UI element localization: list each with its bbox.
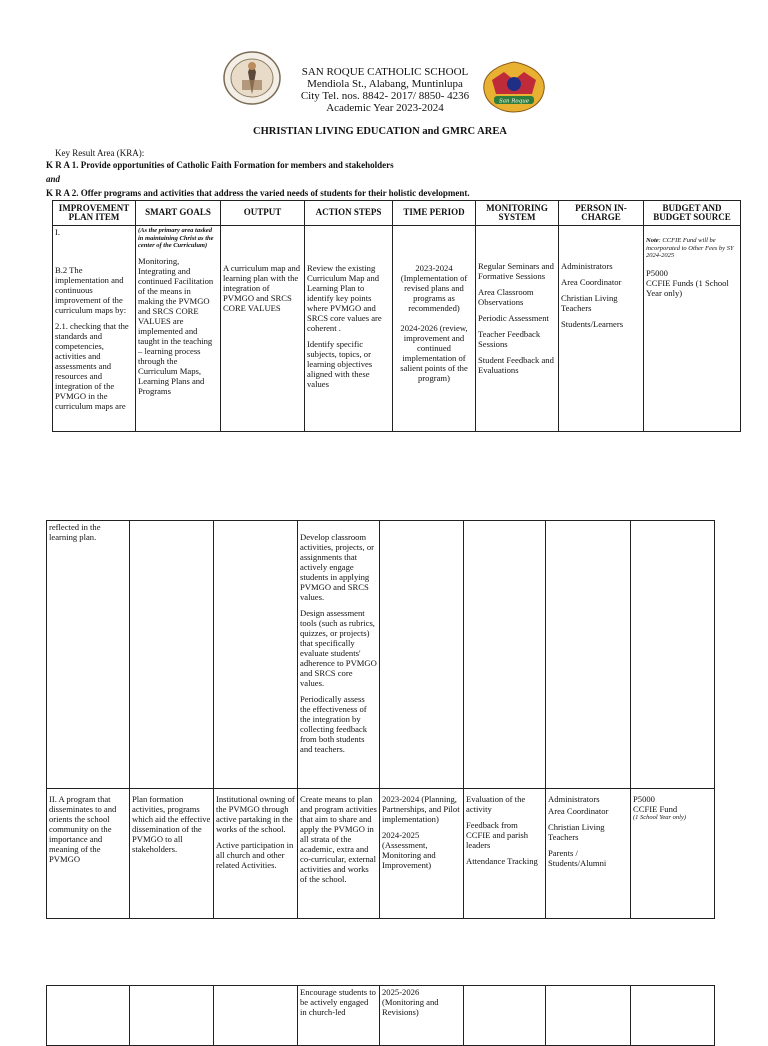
cell-time <box>393 226 476 432</box>
person-2a: Administrators <box>548 794 600 804</box>
col-budget: BUDGET AND BUDGET SOURCE <box>644 201 741 226</box>
cell-empty <box>546 986 631 1046</box>
monitor-2c: Attendance Tracking <box>466 856 538 866</box>
cell-empty <box>214 986 298 1046</box>
budget-amount: P5000 <box>646 267 668 278</box>
person-3: Christian Living Teachers <box>561 293 618 313</box>
cell-empty <box>631 521 715 789</box>
cell-empty <box>130 521 214 789</box>
cell-action-3 <box>298 986 380 1046</box>
item-number: I. <box>55 227 61 237</box>
plan-table-1 <box>52 200 741 432</box>
cell-goals-2 <box>130 789 214 919</box>
cell-monitoring <box>476 226 559 432</box>
action-2-text: Create means to plan and program activities that aim to share and apply the PVMGO in all strata of the academic, extra and co-curricular, external activities and works of the school. <box>300 794 377 884</box>
academic-year: Academic Year 2023-2024 <box>326 102 444 114</box>
person-2c: Christian Living Teachers <box>548 822 605 842</box>
page-title: CHRISTIAN LIVING EDUCATION and GMRC AREA <box>253 126 507 137</box>
plan-table-2 <box>46 520 715 919</box>
monitor-2b: Feedback from CCFIE and parish leaders <box>466 820 529 850</box>
time-2a: 2023-2024 (Planning, Partnerships, and Pilot implementation) <box>382 794 460 824</box>
cell-item-2 <box>47 789 130 919</box>
school-address: Mendiola St., Alabang, Muntinlupa <box>307 78 463 90</box>
output-2a: Institutional owning of the PVMGO through active partaking in the works of the school. <box>216 794 295 834</box>
time-3-text: 2025-2026 (Monitoring and Revisions) <box>382 987 439 1017</box>
item-2-1: 2.1. checking that the standards and competencies, activities and assessments and resources and integration of the PVMGO in the curriculum maps are <box>55 321 129 411</box>
col-action-steps: ACTION STEPS <box>305 201 393 226</box>
person-2b: Area Coordinator <box>548 806 609 816</box>
output-text: A curriculum map and learning plan with the integration of PVMGO and SRCS CORE VALUES <box>223 263 301 313</box>
cell-monitoring-2 <box>464 789 546 919</box>
cell-empty <box>631 986 715 1046</box>
cell-budget-2 <box>631 789 715 919</box>
emblem-ribbon-text: San Roque <box>498 98 530 105</box>
goal-2-text: Plan formation activities, programs which aid the effective dissemination of the PVMGO to all stakeholders. <box>132 794 211 854</box>
cell-person <box>559 226 644 432</box>
cell-empty <box>130 986 214 1046</box>
person-2: Area Coordinator <box>561 277 622 287</box>
budget-note <box>646 237 738 260</box>
school-name: SAN ROQUE CATHOLIC SCHOOL <box>301 66 469 78</box>
kra-2: K R A 2. Offer programs and activities that address the varied needs of students for their holistic development. <box>46 188 470 198</box>
item-b2: B.2 The implementation and continuous improvement of the curriculum maps by: <box>55 265 127 315</box>
col-improvement-plan-item: IMPROVEMENT PLAN ITEM <box>53 201 136 226</box>
cell-person-2 <box>546 789 631 919</box>
monitor-2a: Evaluation of the activity <box>466 794 526 814</box>
cell-budget <box>644 226 741 432</box>
budget-note-label: Note <box>646 237 659 244</box>
plan-table-3 <box>46 985 715 1046</box>
cell-action <box>305 226 393 432</box>
cell-output-2 <box>214 789 298 919</box>
col-person-in-charge: PERSON IN-CHARGE <box>559 201 644 226</box>
action-2: Identify specific subjects, topics, or learning objectives aligned with these values <box>307 339 373 389</box>
cell-action-2 <box>298 789 380 919</box>
cell-time-2 <box>380 789 464 919</box>
col-time-period: TIME PERIOD <box>393 201 476 226</box>
col-smart-goals: SMART GOALS <box>136 201 221 226</box>
col-monitoring-system: MONITORING SYSTEM <box>476 201 559 226</box>
monitor-4: Teacher Feedback Sessions <box>478 329 541 349</box>
action-5: Periodically assess the effectiveness of the integration by collecting feedback from both students and teachers. <box>300 694 368 754</box>
action-3: Develop classroom activities, projects, or assignments that actively engage students in applying PVMGO and SRCS values. <box>300 532 374 602</box>
monitor-2: Area Classroom Observations <box>478 287 534 307</box>
action-4: Design assessment tools (such as rubrics, quizzes, or projects) that specifically evaluate students' adherence to PVMGO and SRCS core values. <box>300 608 377 688</box>
budget-2-amount: P5000 <box>633 794 655 804</box>
monitor-1: Regular Seminars and Formative Sessions <box>478 261 554 281</box>
cell-time-3 <box>380 986 464 1046</box>
goal-note: (As the primary area tasked in maintaining Christ as the center of the Curriculum) <box>138 227 214 249</box>
cell-empty <box>464 521 546 789</box>
time-2: 2024-2026 (review, improvement and continued implementation of salient points of the program) <box>400 323 468 383</box>
cell-empty <box>47 986 130 1046</box>
cell-empty <box>546 521 631 789</box>
school-seal-logo <box>222 50 282 106</box>
output-2b: Active participation in all church and other related Activities. <box>216 840 294 870</box>
budget-2-note: (1 School Year only) <box>633 814 687 821</box>
cell-item <box>53 226 136 432</box>
budget-2-source: CCFIE Fund <box>633 804 678 814</box>
action-3-text: Encourage students to be actively engaged in church-led <box>300 987 376 1017</box>
cell-empty <box>214 521 298 789</box>
action-1: Review the existing Curriculum Map and Learning Plan to identify key points where PVMGO and SRCS core values are coherent . <box>307 263 382 333</box>
monitor-5: Student Feedback and Evaluations <box>478 355 554 375</box>
time-1: 2023-2024 (Implementation of revised plans and programs as recommended) <box>400 263 468 313</box>
budget-note-text: : CCFIE Fund will be incorporated to Other Fees by SY 2024-2025 <box>646 237 734 259</box>
budget-source: CCFIE Funds (1 School Year only) <box>646 277 729 298</box>
kra-and: and <box>46 174 61 184</box>
cell-goals <box>136 226 221 432</box>
school-telephone: City Tel. nos. 8842- 2017/ 8850- 4236 <box>300 90 470 102</box>
cell-item-cont <box>47 521 130 789</box>
goal-text: Monitoring, Integrating and continued Facilitation of the means in making the PVMGO and SRCS CORE VALUES are implemented and taught in the teaching – learning process through the Curriculum Maps, Learning Plans and Programs <box>138 255 214 396</box>
item-2-text: II. A program that disseminates to and orients the school community on the importance and meaning of the PVMGO <box>49 794 117 864</box>
col-output: OUTPUT <box>221 201 305 226</box>
kra-1: K R A 1. Provide opportunities of Catholic Faith Formation for members and stakeholders <box>46 160 394 170</box>
time-2b: 2024-2025 (Assessment, Monitoring and Improvement) <box>382 830 436 870</box>
cell-empty <box>380 521 464 789</box>
parish-emblem-logo <box>478 60 550 114</box>
person-2d: Parents / Students/Alumni <box>548 848 607 868</box>
kra-intro: Key Result Area (KRA): <box>55 148 145 158</box>
monitor-3: Periodic Assessment <box>478 313 549 323</box>
cell-action-cont <box>298 521 380 789</box>
cell-output <box>221 226 305 432</box>
cell-empty <box>464 986 546 1046</box>
person-4: Students/Learners <box>561 319 624 329</box>
person-1: Administrators <box>561 261 613 271</box>
item-cont-text: reflected in the learning plan. <box>49 522 101 542</box>
